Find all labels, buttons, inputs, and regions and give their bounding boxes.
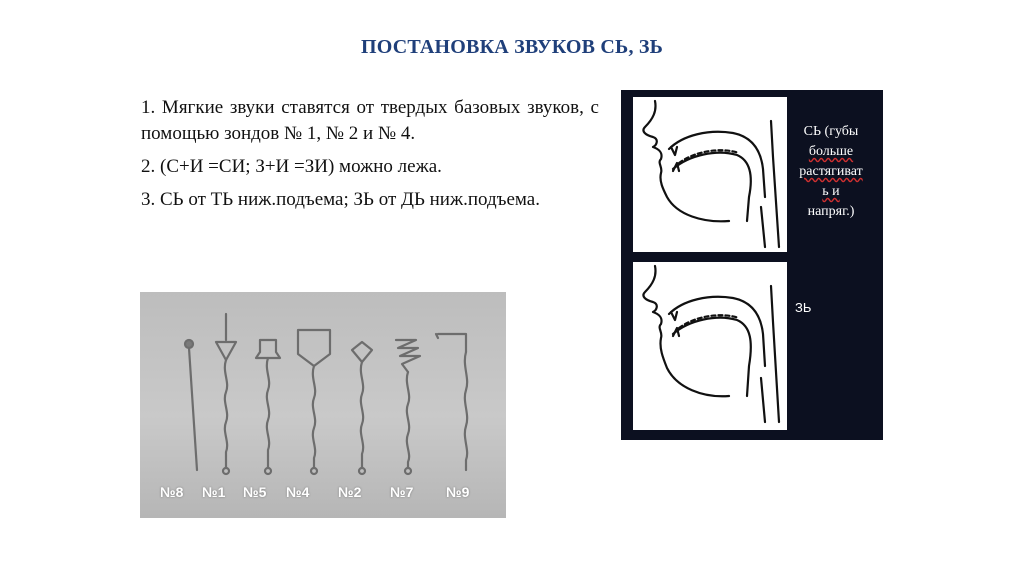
instruction-text [141,95,599,220]
probe-7-shape [396,340,420,474]
probe-label-9: №9 [446,484,470,500]
probes-photo [140,292,506,518]
caption-s-line-4: ь и [822,184,840,199]
caption-s-line-3: растягиват [799,164,863,179]
probe-5-shape [256,340,280,474]
caption-z-sound: ЗЬ [795,300,812,315]
probe-4-shape [298,330,330,474]
probe-2-shape [352,342,372,474]
probe-9-shape [436,334,467,470]
probe-label-1: №1 [202,484,226,500]
probe-8-shape [185,340,197,470]
paragraph-1: 1. Мягкие звуки ставятся от твердых базовых звуков, с помощью зондов № 1, № 2 и № 4. [141,97,599,144]
probe-1-shape [216,314,236,474]
paragraph-2: 2. (С+И =СИ; З+И =ЗИ) можно лежа. [141,156,442,177]
slide-title: ПОСТАНОВКА ЗВУКОВ СЬ, ЗЬ [360,36,664,58]
mouth-profile-z-image [633,262,787,430]
mouth-profile-s-image [633,97,787,252]
probe-label-4: №4 [286,484,310,500]
probe-label-8: №8 [160,484,184,500]
caption-s-sound [793,122,869,222]
caption-s-line-1: СЬ (губы [803,124,859,139]
caption-s-line-2: больше [808,144,854,159]
caption-s-line-5: напряг.) [807,204,855,219]
paragraph-3: 3. СЬ от ТЬ ниж.подъема; ЗЬ от ДЬ ниж.подъема. [141,189,540,210]
probe-label-2: №2 [338,484,362,500]
probe-label-5: №5 [243,484,267,500]
probe-label-7: №7 [390,484,414,500]
